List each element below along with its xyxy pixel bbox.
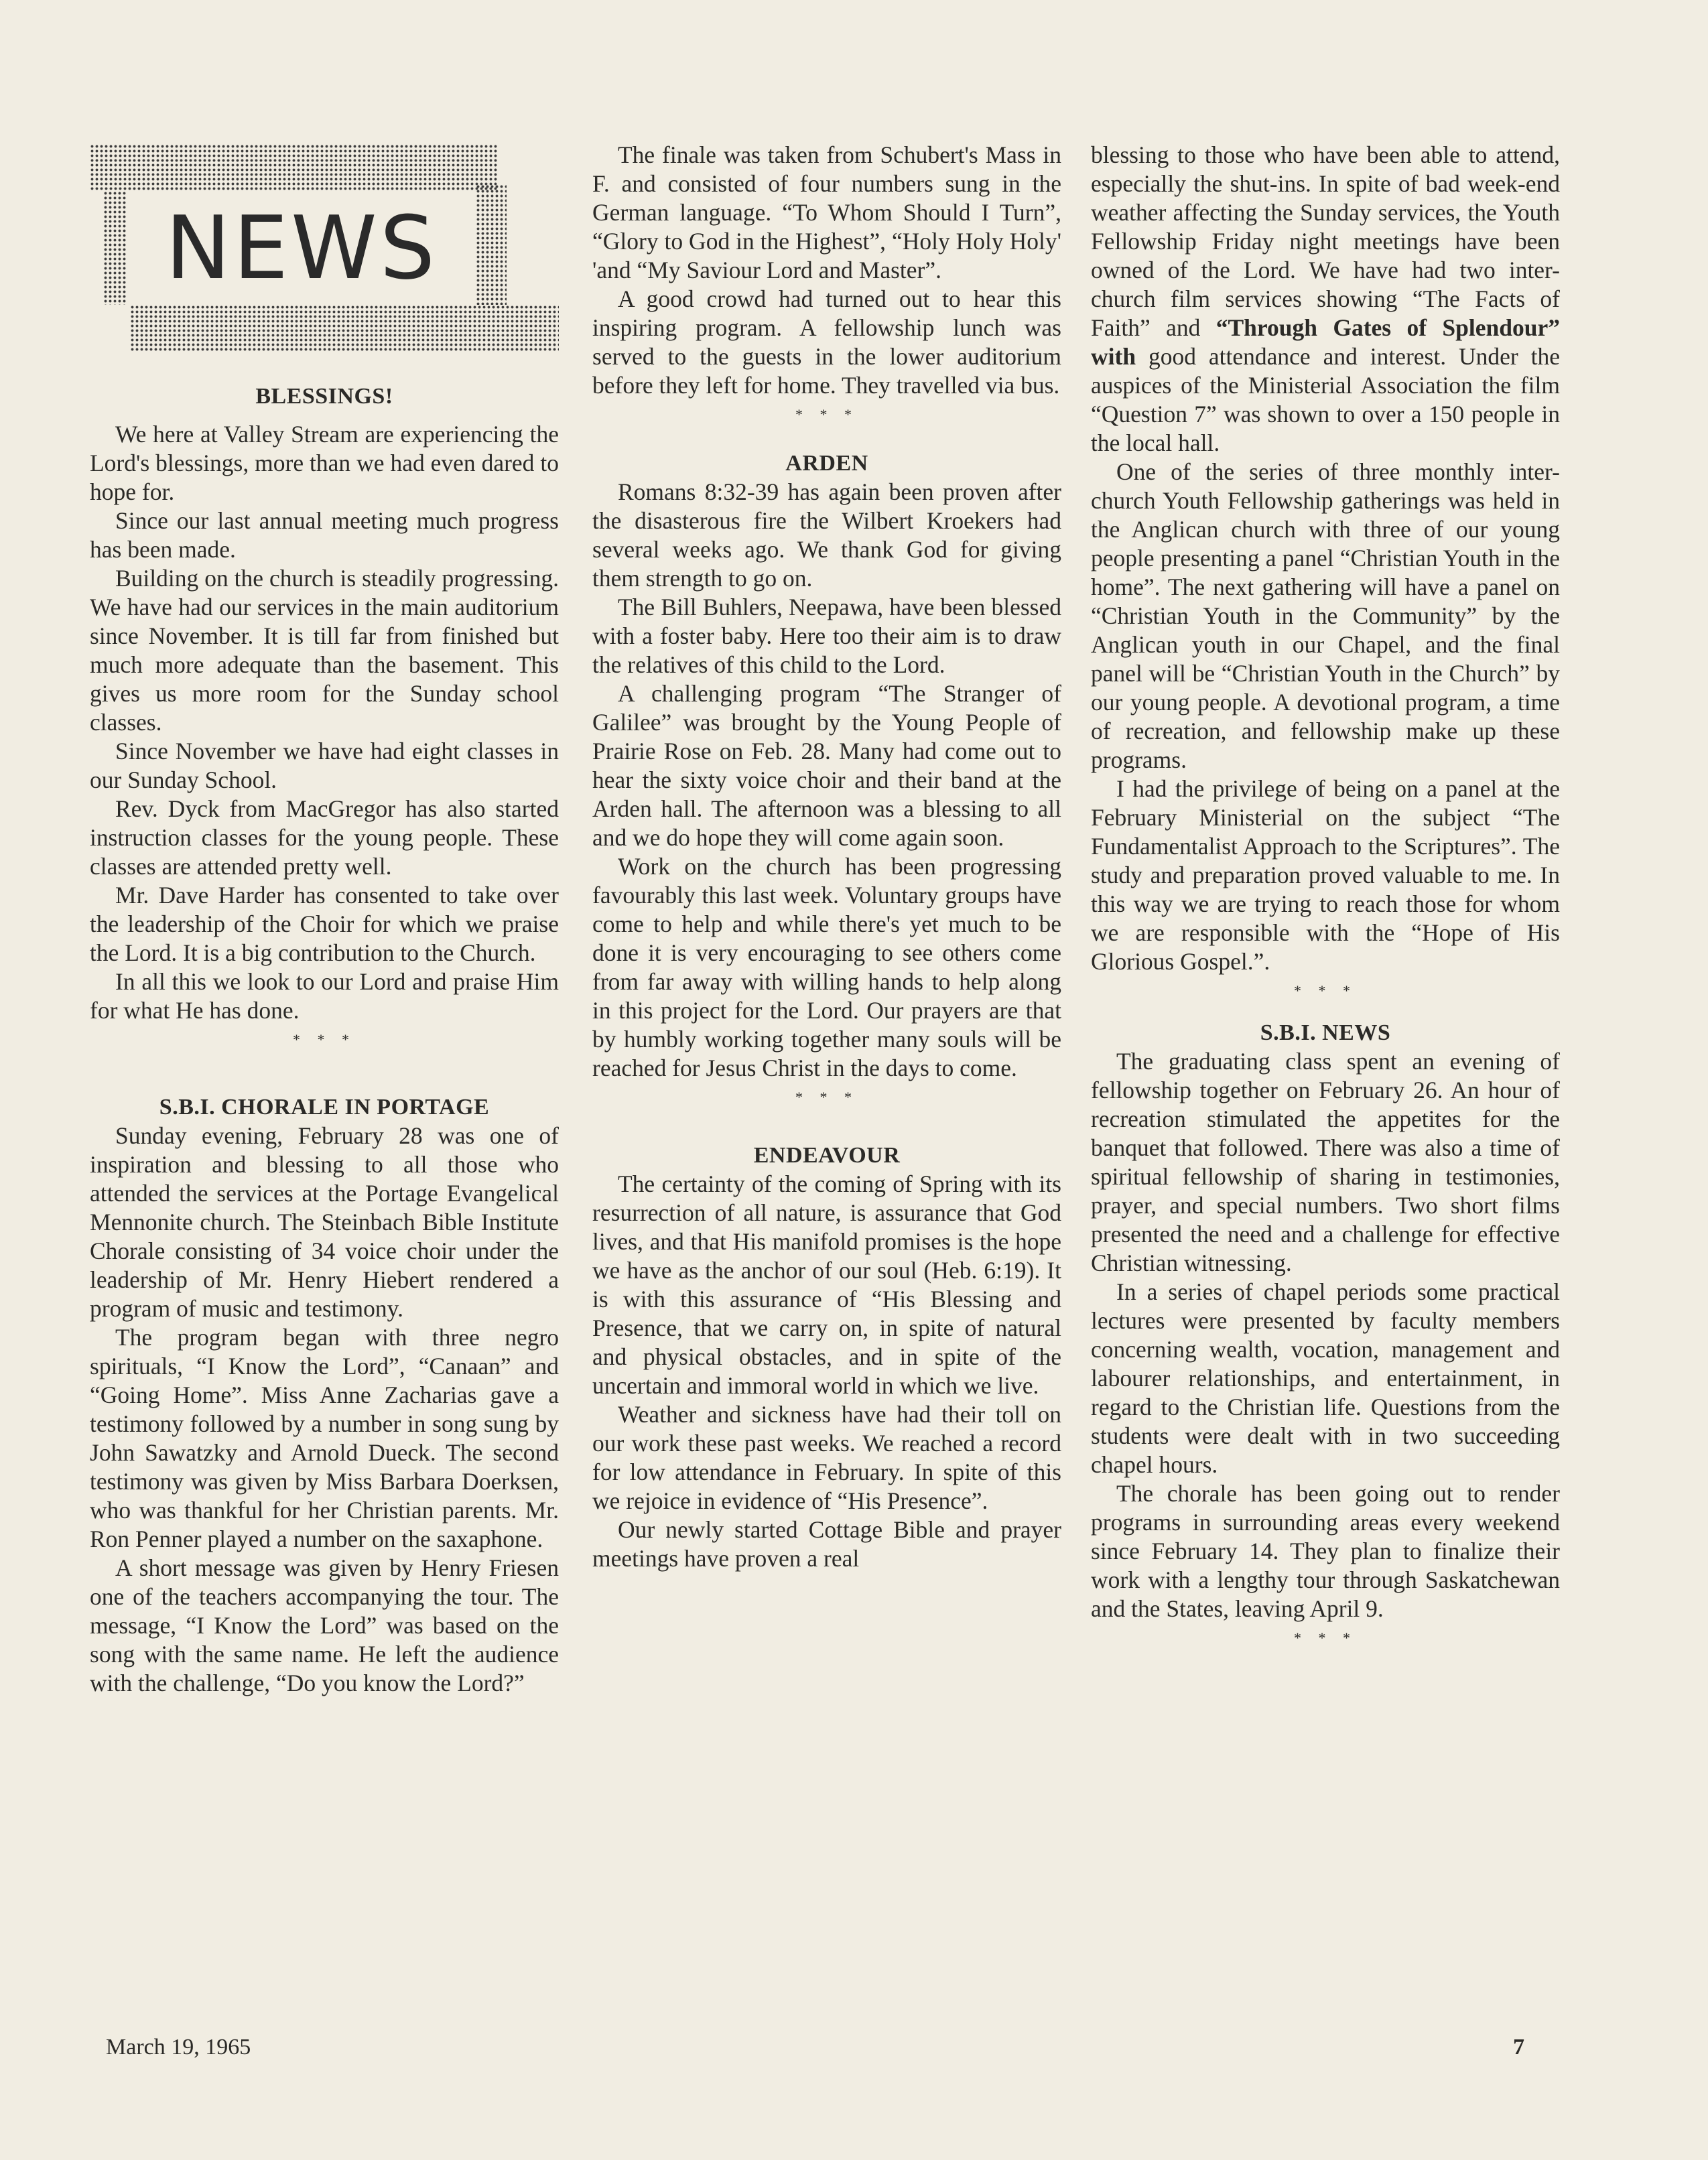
- paragraph: A good crowd had turned out to hear this inspiring program. A fellowship lunch was served to the guests in the lower auditorium before they left for home. They travelled via bus.: [592, 285, 1061, 399]
- halftone-frame-left: [103, 191, 127, 305]
- paragraph: One of the series of three monthly inter-church Youth Fellowship gatherings was held in the Anglican church with three of our young people presenting a panel “Christian Youth in the home”. The next gathering will have a panel on “Christian Youth in the Community” by the Anglican youth in our Chapel, and the final panel will be “Christian Youth in the Church” by our young people. A devotional program, a time of recreation, and fellowship make up these programs.: [1091, 458, 1560, 773]
- text-run: blessing to those who have been able to attend, especially the shut-ins. In spite of bad week-end weather affecting the Sunday services, the Youth Fellowship Friday night meetings have been owned of the Lord. We have had two inter-church film services showing “The Facts of Faith” and: [1091, 141, 1560, 341]
- news-logo: [90, 144, 559, 358]
- spacer: [90, 1054, 559, 1093]
- paragraph: The graduating class spent an evening of fellowship together on February 26. An hour of recreation stimulated the appetites for the banquet that followed. There was also a time of spiritual fellowship of sharing in testimonies, prayer, and special numbers. Two short films presented the need and a challenge for effective Christian witnessing.: [1091, 1048, 1560, 1276]
- paragraph: Sunday evening, February 28 was one of inspiration and blessing to all those who attended the services at the Portage Evangelical Mennonite church. The Steinbach Bible Institute Chorale consisting of 34 voice choir under the leadership of Mr. Henry Hiebert rendered a program of music and testimony.: [90, 1122, 559, 1322]
- paragraph: Our newly started Cottage Bible and prayer meetings have proven a real: [592, 1516, 1061, 1572]
- paragraph: Since November we have had eight classes in our Sunday School.: [90, 738, 559, 793]
- heading-endeavour: ENDEAVOUR: [753, 1143, 901, 1168]
- heading-chorale: S.B.I. CHORALE IN PORTAGE: [159, 1095, 490, 1120]
- section-divider: * * *: [1294, 982, 1357, 999]
- news-title: NEWS: [165, 197, 438, 299]
- text-run: good attendance and interest. Under the auspices of the Ministerial Association the film “Question 7” was shown to over a 150 people in the local hall.: [1091, 343, 1561, 456]
- column-2: [592, 141, 1061, 1573]
- paragraph: Since our last annual meeting much progress has been made.: [90, 507, 559, 563]
- column-3: [1091, 141, 1560, 1652]
- paragraph: Weather and sickness have had their toll on our work these past weeks. We reached a record for low attendance in February. In spite of this we rejoice in evidence of “His Presence”.: [592, 1401, 1061, 1514]
- spacer: [592, 1111, 1061, 1141]
- paragraph: A challenging program “The Stranger of Galilee” was brought by the Young People of Prairie Rose on Feb. 28. Many had come out to hear the sixty voice choir and their band at the Arden hall. The afternoon was a blessing to all and we do hope they will come again soon.: [592, 680, 1061, 851]
- paragraph: The program began with three negro spirituals, “I Know the Lord”, “Canaan” and “Going Home”. Miss Anne Zacharias gave a testimony followed by a number in song sung by John Sawatzky and Arnold Dueck. The second testimony was given by Miss Barbara Doerksen, who was thankful for her Christian parents. Mr. Ron Penner played a number on the saxaphone.: [90, 1324, 559, 1552]
- paragraph: Work on the church has been progressing favourably this last week. Voluntary groups have come to help and while there's yet much to be done it is very encouraging to see others come from far away with willing hands to help along in this project for the Lord. Our prayers are that by humbly working together many souls will be reached for Jesus Christ in the days to come.: [592, 853, 1061, 1081]
- heading-arden: ARDEN: [785, 451, 868, 476]
- spacer: [592, 429, 1061, 449]
- paragraph: In all this we look to our Lord and praise Him for what He has done.: [90, 968, 559, 1024]
- paragraph: Mr. Dave Harder has consented to take over the leadership of the Choir for which we praise the Lord. It is a big contribution to the Church.: [90, 882, 559, 966]
- halftone-frame-right: [476, 184, 507, 305]
- paragraph: I had the privilege of being on a panel at the February Ministerial on the subject “The Fundamentalist Approach to the Scriptures”. The study and preparation proved valuable to me. In this way we are trying to reach those for whom we are responsible with the “Hope of His Glorious Gospel.”.: [1091, 775, 1560, 975]
- heading-blessings: BLESSINGS!: [255, 384, 393, 409]
- column-1: [90, 382, 559, 1698]
- paragraph: The certainty of the coming of Spring with its resurrection of all nature, is assurance that God lives, and that His manifold promises is the hope we have as the anchor of our soul (Heb. 6:19). It is with this assurance of “His Blessing and Presence, that we carry on, in spite of natural and physical obstacles, and in spite of the uncertain and immoral world in which we live.: [592, 1170, 1061, 1399]
- paragraph: The finale was taken from Schubert's Mass in F. and consisted of four numbers sung in the German language. “To Whom Should I Turn”, “Glory to God in the Highest”, “Holy Holy Holy' 'and “My Saviour Lord and Master”.: [592, 141, 1061, 283]
- section-divider: * * *: [795, 406, 858, 423]
- section-divider: * * *: [795, 1089, 858, 1105]
- page-number: 7: [1513, 2035, 1524, 2060]
- spacer: [1091, 1005, 1560, 1018]
- paragraph: [1091, 141, 1560, 458]
- paragraph: Building on the church is steadily progressing. We have had our services in the main auditorium since November. It is till far from finished but much more adequate than the basement. This gives us more room for the Sunday school classes.: [90, 565, 559, 736]
- section-divider: * * *: [293, 1031, 356, 1048]
- paragraph: The chorale has been going out to render programs in surrounding areas every weekend since February 14. They plan to finalize their work with a lengthy tour through Saskatchewan and the States, leaving April 9.: [1091, 1480, 1560, 1622]
- halftone-frame-top: [90, 144, 499, 191]
- paragraph: Rev. Dyck from MacGregor has also started instruction classes for the young people. These classes are attended pretty well.: [90, 795, 559, 880]
- halftone-frame-bottom: [130, 305, 559, 352]
- paragraph: Romans 8:32-39 has again been proven after the disasterous fire the Wilbert Kroekers had several weeks ago. We thank God for giving them strength to go on.: [592, 478, 1061, 592]
- paragraph: In a series of chapel periods some practical lectures were presented by faculty members concerning wealth, vocation, management and labourer relationships, and entertainment, in regard to the Christian life. Questions from the students were dealt with in two succeeding chapel hours.: [1091, 1278, 1560, 1478]
- paragraph: A short message was given by Henry Friesen one of the teachers accompanying the tour. The message, “I Know the Lord” was based on the song with the same name. He left the audience with the challenge, “Do you know the Lord?”: [90, 1554, 559, 1696]
- paragraph: We here at Valley Stream are experiencing the Lord's blessings, more than we had even dared to hope for.: [90, 421, 559, 505]
- film-title-bold: “Through Gates of Splendour” with: [1091, 314, 1560, 370]
- heading-sbi-news: S.B.I. NEWS: [1260, 1020, 1391, 1045]
- paragraph: The Bill Buhlers, Neepawa, have been blessed with a foster baby. Here too their aim is to draw the relatives of this child to the Lord.: [592, 594, 1061, 678]
- footer-date: March 19, 1965: [106, 2035, 251, 2060]
- spacer: [90, 411, 559, 420]
- section-divider: * * *: [1294, 1629, 1357, 1646]
